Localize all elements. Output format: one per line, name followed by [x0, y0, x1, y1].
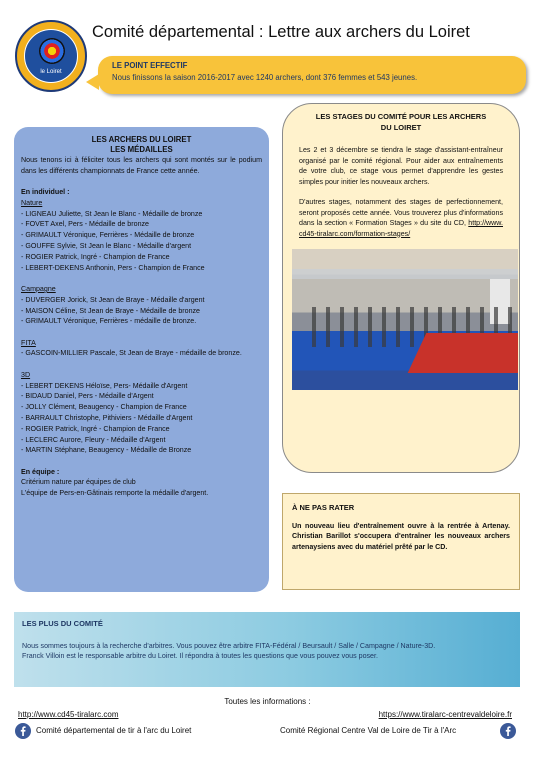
- medal-item: - FOVET Axel, Pers - Médaille de bronze: [21, 220, 150, 229]
- medal-item: - LEBERT DEKENS Héloïse, Pers- Médaille d'Argent: [21, 381, 188, 390]
- section-title-nature: Nature: [21, 198, 43, 207]
- plus-line-2: Franck Villoin est le responsable arbitre du Loiret. Il répondra à toutes les questions que vous pouvez vous poser.: [22, 652, 378, 660]
- medal-item: - MAISON Céline, St Jean de Braye - Médaille de bronze: [21, 306, 201, 315]
- section-title-campagne: Campagne: [21, 284, 56, 293]
- logo-text: le Loiret: [40, 69, 62, 75]
- point-effectif-title: LE POINT EFFECTIF: [112, 61, 188, 70]
- rater-text: Un nouveau lieu d'entraînement ouvre à la rentrée à Artenay. Christian Barillot s'occupera d'entraîner les nouveaux archers artenaysiens avec du matériel prêté par le CD.: [292, 521, 510, 551]
- comite-logo: [15, 20, 87, 92]
- medal-item: - GASCOIN-MILLIER Pascale, St Jean de Braye - médaille de bronze.: [21, 349, 242, 358]
- plus-du-comite-box: [14, 612, 520, 687]
- gymnasium-photo: [292, 249, 518, 390]
- medailles-title: LES MÉDAILLES: [110, 145, 173, 154]
- medal-item: - LECLERC Aurore, Fleury - Médaille d'Argent: [21, 435, 166, 444]
- stages-subtitle: DU LOIRET: [380, 122, 422, 132]
- section-title-fita: FITA: [21, 338, 36, 347]
- page-title: Comité départemental : Lettre aux archers du Loiret: [92, 23, 470, 41]
- medal-item: - LEBERT-DEKENS Anthonin, Pers - Champion de France: [21, 263, 205, 272]
- facebook-icon[interactable]: [15, 723, 31, 739]
- medal-item: - DUVERGER Jorick, St Jean de Braye - Médaille d'argent: [21, 295, 205, 304]
- medal-item: - ROGIER Patrick, Ingré - Champion de France: [21, 424, 170, 433]
- stages-paragraph-1: Les 2 et 3 décembre se tiendra le stage d'assistant-entraîneur organisé par le comité régional. Pour aider aux entraînements de votre club, ce stage vous permet d'apprendre les gestes simples pour initier les nouveaux archers.: [299, 146, 503, 186]
- medal-item: - MARTIN Stéphane, Beaugency - Médaille de Bronze: [21, 446, 192, 455]
- equipe-label: En équipe :: [21, 467, 60, 476]
- medal-item: - GRIMAULT Véronique, Ferrières - Médaille de bronze: [21, 231, 195, 240]
- section-title-3d: 3D: [21, 370, 31, 379]
- medal-item: - GOUFFE Sylvie, St Jean le Blanc - Médaille d'argent: [21, 242, 192, 251]
- stages-paragraph-2: [299, 197, 503, 239]
- regional-website-link[interactable]: https://www.tiralarc-centrevaldeloire.fr: [378, 710, 512, 719]
- archers-title: LES ARCHERS DU LOIRET: [91, 135, 192, 144]
- point-effectif-box: [98, 56, 526, 94]
- facebook-icon[interactable]: [500, 723, 516, 739]
- individuel-label: En individuel :: [21, 188, 70, 197]
- archers-intro: Nous tenons ici à féliciter tous les archers qui sont montés sur le podium dans les différents championnats de France cette année.: [21, 156, 262, 175]
- archers-medailles-panel: [14, 127, 269, 592]
- footer-title: Toutes les informations :: [224, 697, 311, 706]
- medal-item: - LIGNEAU Juliette, St Jean le Blanc - Médaille de bronze: [21, 209, 203, 218]
- medal-item: - BIDAUD Daniel, Pers - Médaille d'Argent: [21, 392, 154, 401]
- rater-title: À NE PAS RATER: [292, 503, 355, 512]
- stages-panel: [282, 103, 520, 473]
- a-ne-pas-rater-panel: [282, 493, 520, 590]
- footer-facebook-cd45[interactable]: Comité départemental de tir à l'arc du Loiret: [36, 726, 192, 735]
- medal-item: - ROGIER Patrick, Ingré - Champion de France: [21, 252, 170, 261]
- point-effectif-text: Nous finissons la saison 2016-2017 avec 1240 archers, dont 376 femmes et 543 jeunes.: [112, 73, 418, 82]
- medal-item: - GRIMAULT Véronique, Ferrières - médaille de bronze.: [21, 317, 197, 326]
- stages-paragraph-2-text: D'autres stages, notamment des stages de perfectionnement, seront proposés cette année. Vous trouverez plus d'informations dans la section « Formation Stages » du site du CD,: [299, 198, 503, 227]
- stages-title: LES STAGES DU COMITÉ POUR LES ARCHERS: [315, 112, 487, 121]
- cd45-website-link[interactable]: http://www.cd45-tiralarc.com: [18, 710, 119, 719]
- footer-facebook-regional[interactable]: Comité Régional Centre Val de Loire de Tir à l'Arc: [280, 726, 457, 735]
- plus-line-1: Nous sommes toujours à la recherche d'arbitres. Vous pouvez être arbitre FITA-Fédéral / Beursault / Salle / Campagne / Nature-3D.: [22, 641, 436, 650]
- equipe-line: L'équipe de Pers-en-Gâtinais remporte la médaille d'argent.: [21, 489, 209, 498]
- plus-title: LES PLUS DU COMITÉ: [22, 619, 103, 628]
- logo-emblem: [24, 29, 78, 83]
- target-icon: [39, 38, 65, 64]
- equipe-line: Critérium nature par équipes de club: [21, 478, 136, 487]
- medal-item: - JOLLY Clément, Beaugency - Champion de France: [21, 403, 187, 412]
- formation-stages-link[interactable]: http://www.cd45-tiralarc.com/formation-stages/: [299, 219, 503, 238]
- medal-item: - BARRAULT Christophe, Pithiviers - Médaille d'Argent: [21, 413, 193, 422]
